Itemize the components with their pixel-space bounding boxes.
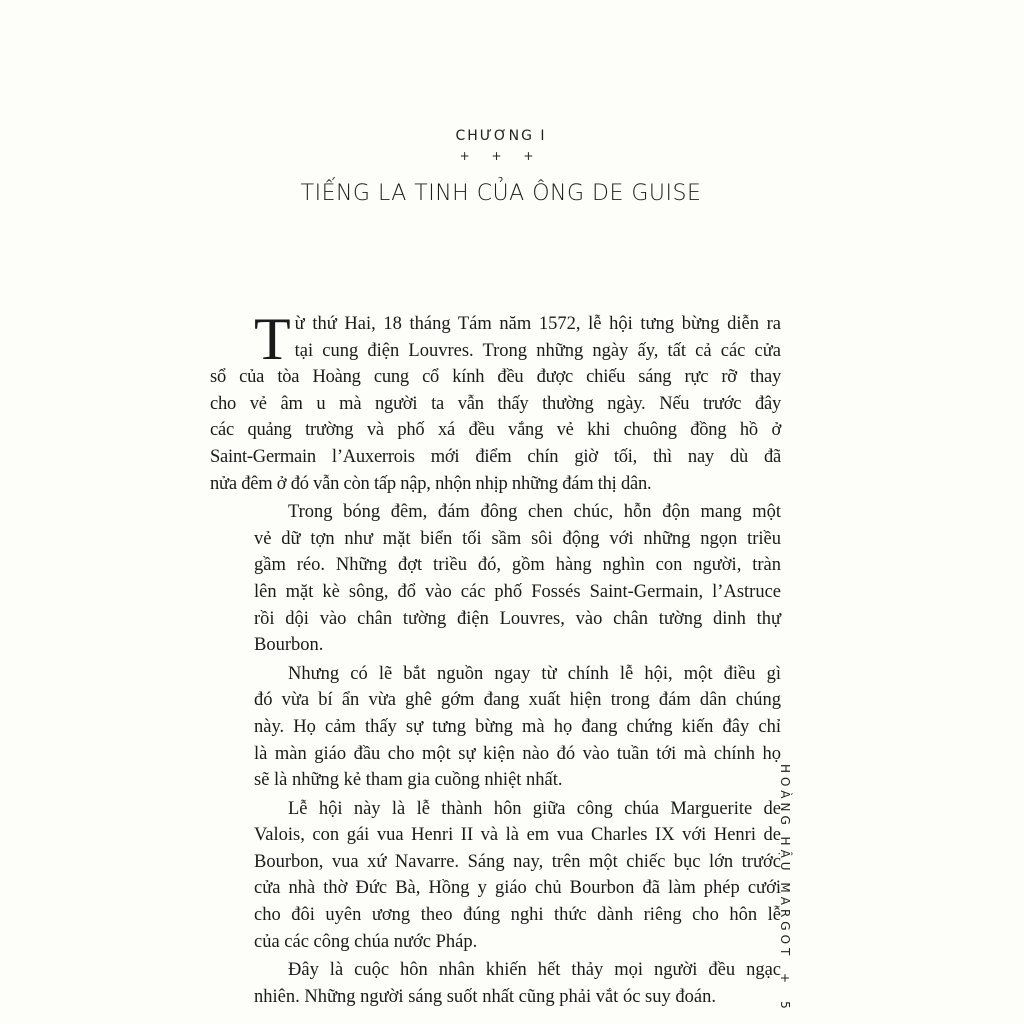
text-line: cho đôi uyên ương theo đúng nghi thức dành riêng cho hôn lễ (254, 905, 781, 926)
body-text (210, 306, 781, 1012)
text-line: Valois, con gái vua Henri II và là em vua Charles IX với Henri de (254, 825, 781, 846)
text-line: gầm réo. Những đợt triều đó, gồm hàng nghìn con người, tràn (254, 555, 781, 576)
text-line: Trong bóng đêm, đám đông chen chúc, hỗn độn mang một (288, 502, 781, 523)
chapter-ornament: + + + (459, 149, 543, 163)
text-line: Saint-Germain l’Auxerrois mới điểm chín giờ tối, thì nay dù đã (210, 446, 781, 467)
text-line: nửa đêm ở đó vẫn còn tấp nập, nhộn nhịp những đám thị dân. (210, 473, 652, 494)
text-line: cửa nhà thờ Đức Bà, Hồng y giáo chủ Bourbon đã làm phép cưới (254, 878, 781, 899)
text-line: sổ của tòa Hoàng cung cổ kính đều được chiếu sáng rực rỡ thay (210, 367, 781, 388)
running-head (778, 764, 792, 1013)
text-line: nhiên. Những người sáng suốt nhất cũng phải vắt óc suy đoán. (254, 986, 716, 1007)
text-line: Bourbon, vua xứ Navarre. Sáng nay, trên một chiếc bục lớn trước (254, 851, 781, 872)
running-head-separator: + (778, 973, 792, 988)
page-number: 5 (778, 1001, 792, 1013)
text-line: Đây là cuộc hôn nhân khiến hết thảy mọi người đều ngạc (288, 960, 781, 981)
text-line: Nhưng có lẽ bắt nguồn ngay từ chính lễ hội, một điều gì (288, 663, 781, 684)
text-line: các quảng trường và phố xá đều vắng vẻ khi chuông đồng hồ ở (210, 420, 781, 441)
text-line: của các công chúa nước Pháp. (254, 931, 478, 952)
paragraph-1 (210, 306, 781, 497)
text-line: là màn giáo đầu cho một sự kiện nào đó vào tuần tới mà chính họ (254, 743, 781, 764)
chapter-title: TIẾNG LA TINH CỦA ÔNG DE GUISE (300, 181, 702, 206)
running-head-title: HOÀNG HẬU MARGOT (778, 764, 792, 960)
chapter-label: CHƯƠNG I (455, 128, 547, 144)
text-line: rồi dội vào chân tường điện Louvres, vào chân tường dinh thự (254, 608, 781, 629)
text-line: lên mặt kè sông, đổ vào các phố Fossés Saint-Germain, l’Astruce (254, 581, 781, 602)
text-line: Bourbon. (254, 635, 324, 656)
paragraph-3 (254, 661, 781, 794)
paragraph-5 (254, 957, 781, 1010)
paragraph-2 (254, 499, 781, 659)
text-line: này. Họ cảm thấy sự tưng bừng mà họ đang chứng kiến đây chỉ (254, 716, 781, 737)
text-line: tại cung điện Louvres. Trong những ngày ấy, tất cả các cửa (294, 340, 781, 361)
text-line: sẽ là những kẻ tham gia cuồng nhiệt nhất. (254, 770, 563, 791)
text-line: ừ thứ Hai, 18 tháng Tám năm 1572, lễ hội tưng bừng diễn ra (294, 314, 781, 334)
text-line: đó vừa bí ẩn vừa ghê gớm đang xuất hiện trong đám dân chúng (254, 690, 781, 711)
text-line: Lễ hội này là lễ thành hôn giữa công chúa Marguerite de (288, 798, 781, 819)
paragraph-4 (254, 796, 781, 956)
text-line: vẻ dữ tợn như mặt biển tối sầm sôi động với những ngọn triều (254, 528, 781, 549)
drop-cap: T (254, 306, 291, 372)
text-line: cho vẻ âm u mà người ta vẫn thấy thường ngày. Nếu trước đây (210, 393, 781, 414)
